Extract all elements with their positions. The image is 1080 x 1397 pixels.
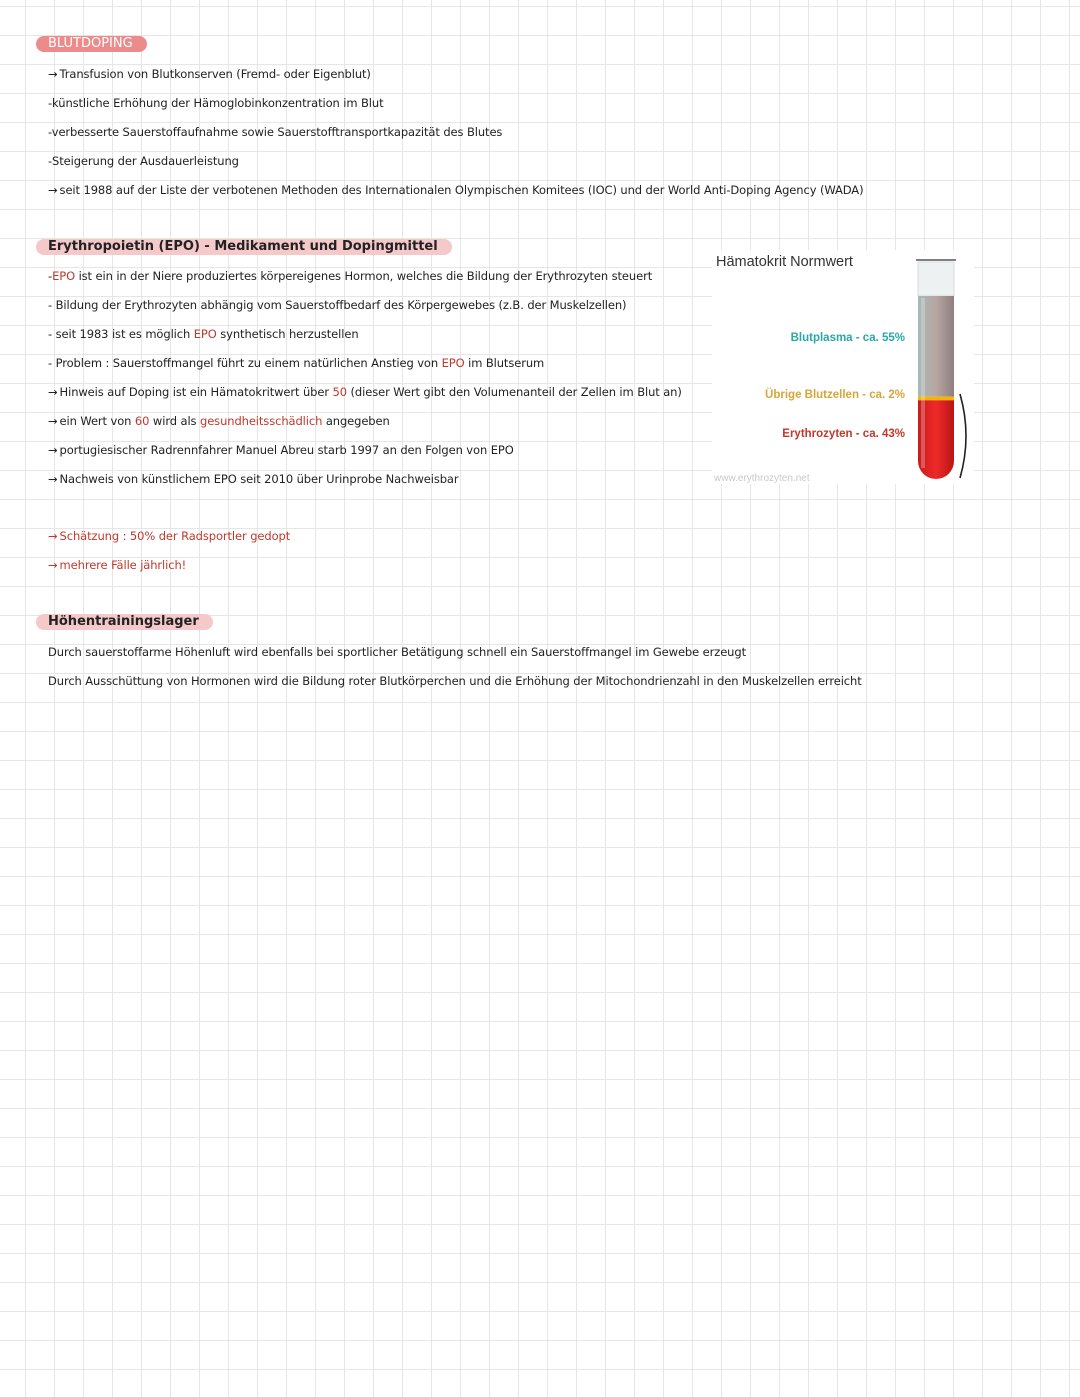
epo-line-6 (48, 413, 390, 429)
blutdoping-line-3 (48, 124, 502, 140)
highlight-text: EPO (52, 269, 76, 283)
line-text: Durch Ausschüttung von Hormonen wird die Bildung roter Blutkörperchen und die Erhöhung der Mitochondrienzahl in den Muskelzellen erreicht (48, 674, 862, 688)
line-text: (dieser Wert gibt den Volumenanteil der Zellen im Blut an) (346, 385, 682, 399)
heading-epo (36, 239, 452, 255)
tube-highlight (921, 298, 925, 468)
watermark-text: www.erythrozyten.net (714, 473, 810, 484)
arrow-icon: → (48, 414, 58, 428)
line-text: - Bildung der Erythrozyten abhängig vom Sauerstoffbedarf des Körpergewebes (z.B. der Muskelzellen) (48, 298, 627, 312)
arrow-icon: → (48, 443, 58, 457)
line-text: - (48, 269, 53, 283)
epo-line-5 (48, 384, 682, 400)
highlight-text: 50 (332, 385, 347, 399)
arrow-icon: → (48, 529, 58, 543)
epo-line-4 (48, 355, 544, 371)
label-blutplasma: Blutplasma - ca. 55% (790, 332, 905, 344)
line-text: -verbesserte Sauerstoffaufnahme sowie Sauerstofftransportkapazität des Blutes (48, 125, 503, 139)
highlight-text: 60 (134, 414, 150, 428)
heading-hoehentraining (36, 614, 213, 630)
epo-line-2 (48, 297, 626, 313)
label-erythrozyten: Erythrozyten - ca. 43% (782, 428, 905, 440)
line-text: angegeben (322, 414, 390, 428)
epo-line-7 (48, 442, 514, 458)
line-text: portugiesischer Radrennfahrer Manuel Abreu starb 1997 an den Folgen von EPO (59, 443, 514, 457)
arrow-icon: → (48, 385, 58, 399)
hematocrit-bracket (960, 394, 966, 478)
blutdoping-line-2 (48, 95, 384, 111)
line-text: im Blutserum (464, 356, 545, 370)
epo-line-8 (48, 471, 459, 487)
arrow-icon: → (48, 67, 58, 81)
test-tube-icon (910, 256, 980, 486)
label-uebrige-blutzellen: Übrige Blutzellen - ca. 2% (765, 389, 905, 401)
line-text: wird als (149, 414, 200, 428)
epo-line-1 (48, 268, 652, 284)
hoehentraining-line-2 (48, 673, 862, 689)
line-text: -künstliche Erhöhung der Hämoglobinkonzentration im Blut (48, 96, 384, 110)
line-text: ist ein in der Niere produziertes körpereigenes Hormon, welches die Bildung der Erythrozyten steuert (75, 269, 653, 283)
epo-note-1 (48, 528, 290, 544)
arrow-icon: → (48, 472, 58, 486)
tube-empty-top (918, 262, 954, 296)
heading-text: Erythropoietin (EPO) - Medikament und Dopingmittel (48, 239, 438, 254)
line-text: Hinweis auf Doping ist ein Hämatokritwert über (59, 385, 333, 399)
arrow-icon: → (48, 183, 58, 197)
line-text: - Problem : Sauerstoffmangel führt zu einem natürlichen Anstieg von (48, 356, 442, 370)
hematocrit-title: Hämatokrit Normwert (716, 254, 853, 270)
note-text: mehrere Fälle jährlich! (59, 558, 187, 572)
heading-text: BLUTDOPING (48, 36, 133, 51)
heading-blutdoping (36, 36, 147, 52)
line-text: Transfusion von Blutkonserven (Fremd- oder Eigenblut) (59, 67, 371, 81)
highlight-text: EPO (193, 327, 217, 341)
blutdoping-line-1 (48, 66, 371, 82)
line-text: seit 1988 auf der Liste der verbotenen Methoden des Internationalen Olympischen Komitees (IOC) und der World Anti-Doping Agency (WADA) (59, 183, 864, 197)
blutdoping-line-5 (48, 182, 863, 198)
line-text: Durch sauerstoffarme Höhenluft wird ebenfalls bei sportlicher Betätigung schnell ein Sauerstoffmangel im Gewebe erzeugt (48, 645, 746, 659)
highlight-text: EPO (441, 356, 465, 370)
blutdoping-line-4 (48, 153, 239, 169)
line-text: - seit 1983 ist es möglich (48, 327, 194, 341)
line-text: ein Wert von (59, 414, 135, 428)
line-text: synthetisch herzustellen (216, 327, 359, 341)
line-text: Nachweis von künstlichem EPO seit 2010 über Urinprobe Nachweisbar (59, 472, 459, 486)
line-text: -Steigerung der Ausdauerleistung (48, 154, 239, 168)
epo-line-3 (48, 326, 359, 342)
arrow-icon: → (48, 558, 58, 572)
epo-note-2 (48, 557, 186, 573)
hoehentraining-line-1 (48, 644, 746, 660)
highlight-text: gesundheitsschädlich (200, 414, 323, 428)
heading-text: Höhentrainingslager (48, 614, 199, 629)
note-text: Schätzung : 50% der Radsportler gedopt (59, 529, 291, 543)
